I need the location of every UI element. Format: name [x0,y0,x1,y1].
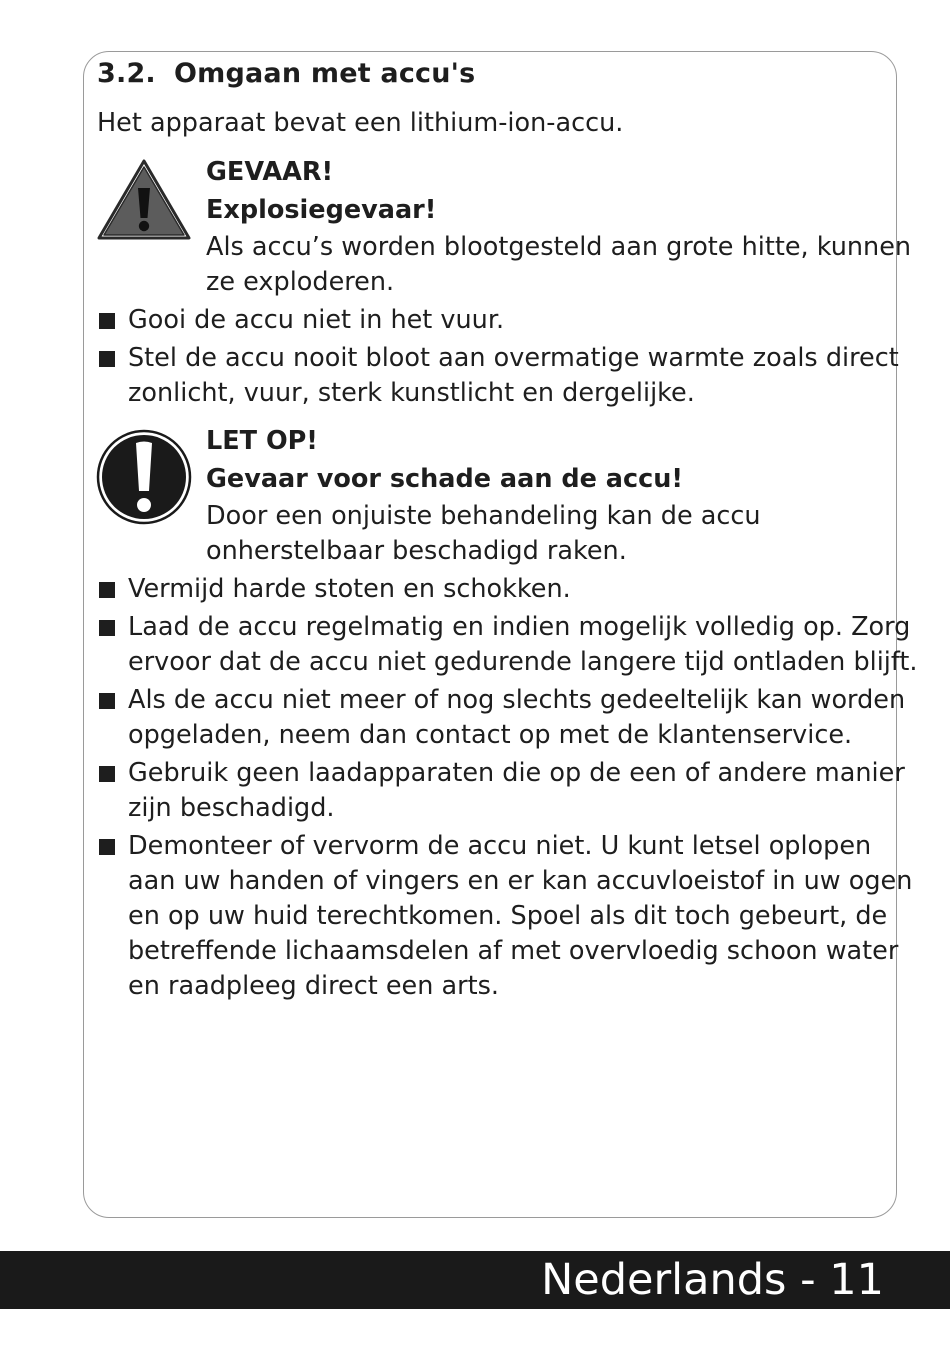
intro-text: Het apparaat bevat een lithium-ion-accu. [97,108,624,138]
page-footer [0,1251,950,1309]
warning-triangle-icon [96,158,192,242]
exclamation-circle-icon [96,429,192,525]
section-title: Omgaan met accu's [174,58,476,89]
danger-text-line: Als accu’s worden blootgesteld aan grote hitte, kunnen [206,232,912,262]
bullet-square-icon [99,582,115,598]
notice-title: Gevaar voor schade aan de accu! [206,464,684,494]
page-number-label: Nederlands - 11 [541,1255,884,1305]
danger-text-line: ze exploderen. [206,267,395,297]
notice-text-line: Door een onjuiste behandeling kan de accu [206,501,761,531]
notice-text-line: onherstelbaar beschadigd raken. [206,536,627,566]
section-heading [97,58,475,89]
bullet-square-icon [99,839,115,855]
danger-label: GEVAAR! [206,157,334,187]
bullet-square-icon [99,351,115,367]
danger-title: Explosiegevaar! [206,195,437,225]
bullet-square-icon [99,693,115,709]
bullet-square-icon [99,766,115,782]
notice-label: LET OP! [206,426,318,456]
section-number: 3.2. [97,58,156,89]
bullet-square-icon [99,620,115,636]
bullet-square-icon [99,313,115,329]
